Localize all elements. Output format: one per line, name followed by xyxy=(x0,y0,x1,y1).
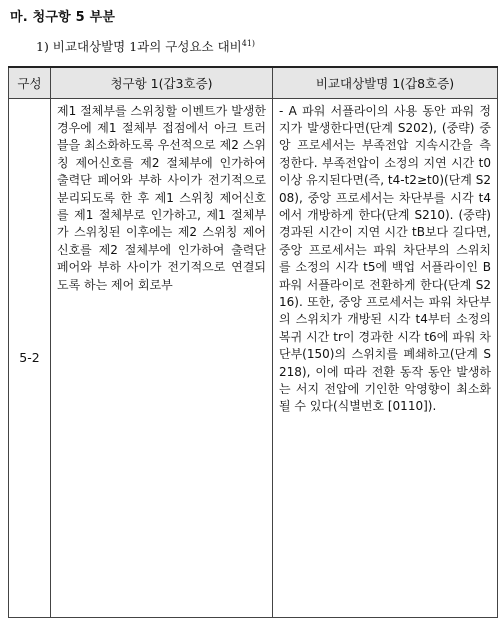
comparison-table xyxy=(8,66,498,618)
table-row xyxy=(9,98,498,617)
subheading-text: 1) 비교대상발명 1과의 구성요소 대비 xyxy=(36,39,242,54)
section-heading: 마. 청구항 5 부분 xyxy=(10,10,116,25)
header-comparison: 비교대상발명 1(갑8호증) xyxy=(273,67,498,98)
subheading xyxy=(36,37,255,55)
header-component: 구성 xyxy=(9,67,51,98)
claim-text: 제1 절체부를 스위칭할 이벤트가 발생한 경우에 제1 절체부 접점에서 아크 트러블을 최소화하도록 우선적으로 제2 스위칭 제어신호를 제2 절체부에 인가하여 출력단 페어와 부하 사이가 전기적으로 분리되도록 한 후 제1 스위칭 제어신호를 제1 절체부로 인가하고, 제1 절체부가 스위칭된 이후에는 제2 스위칭 제어신호를 제2 절체부에 인가하여 출력단 페어와 부하 사이가 전기적으로 연결되도록 하는 제어 회로부 xyxy=(51,98,273,617)
footnote-marker[interactable]: 41) xyxy=(241,39,256,48)
header-claim: 청구항 1(갑3호증) xyxy=(51,67,273,98)
row-label: 5-2 xyxy=(9,98,51,617)
table-header-row xyxy=(9,67,498,98)
comparison-text: - A 파워 서플라이의 사용 동안 파워 정지가 발생한다면(단계 S202), (중략) 중앙 프로세서는 부족전압 지속시간을 측정한다. 부족전압이 소정의 지연 시간 t0 이상 유지된다면(즉, t4-t2≥t0)(단계 S208), 중앙 프로세서는 차단부를 시각 t4에서 개방하게 한다(단계 S210). (중략) 경과된 시간이 지연 시간 tB보다 길다면, 중앙 프로세서는 파워 차단부의 스위치를 소정의 시각 t5에 백업 서플라이인 B 파워 서플라이로 전환하게 한다(단계 S216). 또한, 중앙 프로세서는 파워 차단부의 스위치가 개방된 시각 t4부터 소정의 복귀 시간 tr이 경과한 시각 t6에 파워 차단부(150)의 스위치를 폐쇄하고(단계 S218), 이에 따라 전환 동작 동안 발생하는 서지 전압에 기인한 악영향이 최소화될 수 있다(식별번호 [0110]). xyxy=(273,98,498,617)
